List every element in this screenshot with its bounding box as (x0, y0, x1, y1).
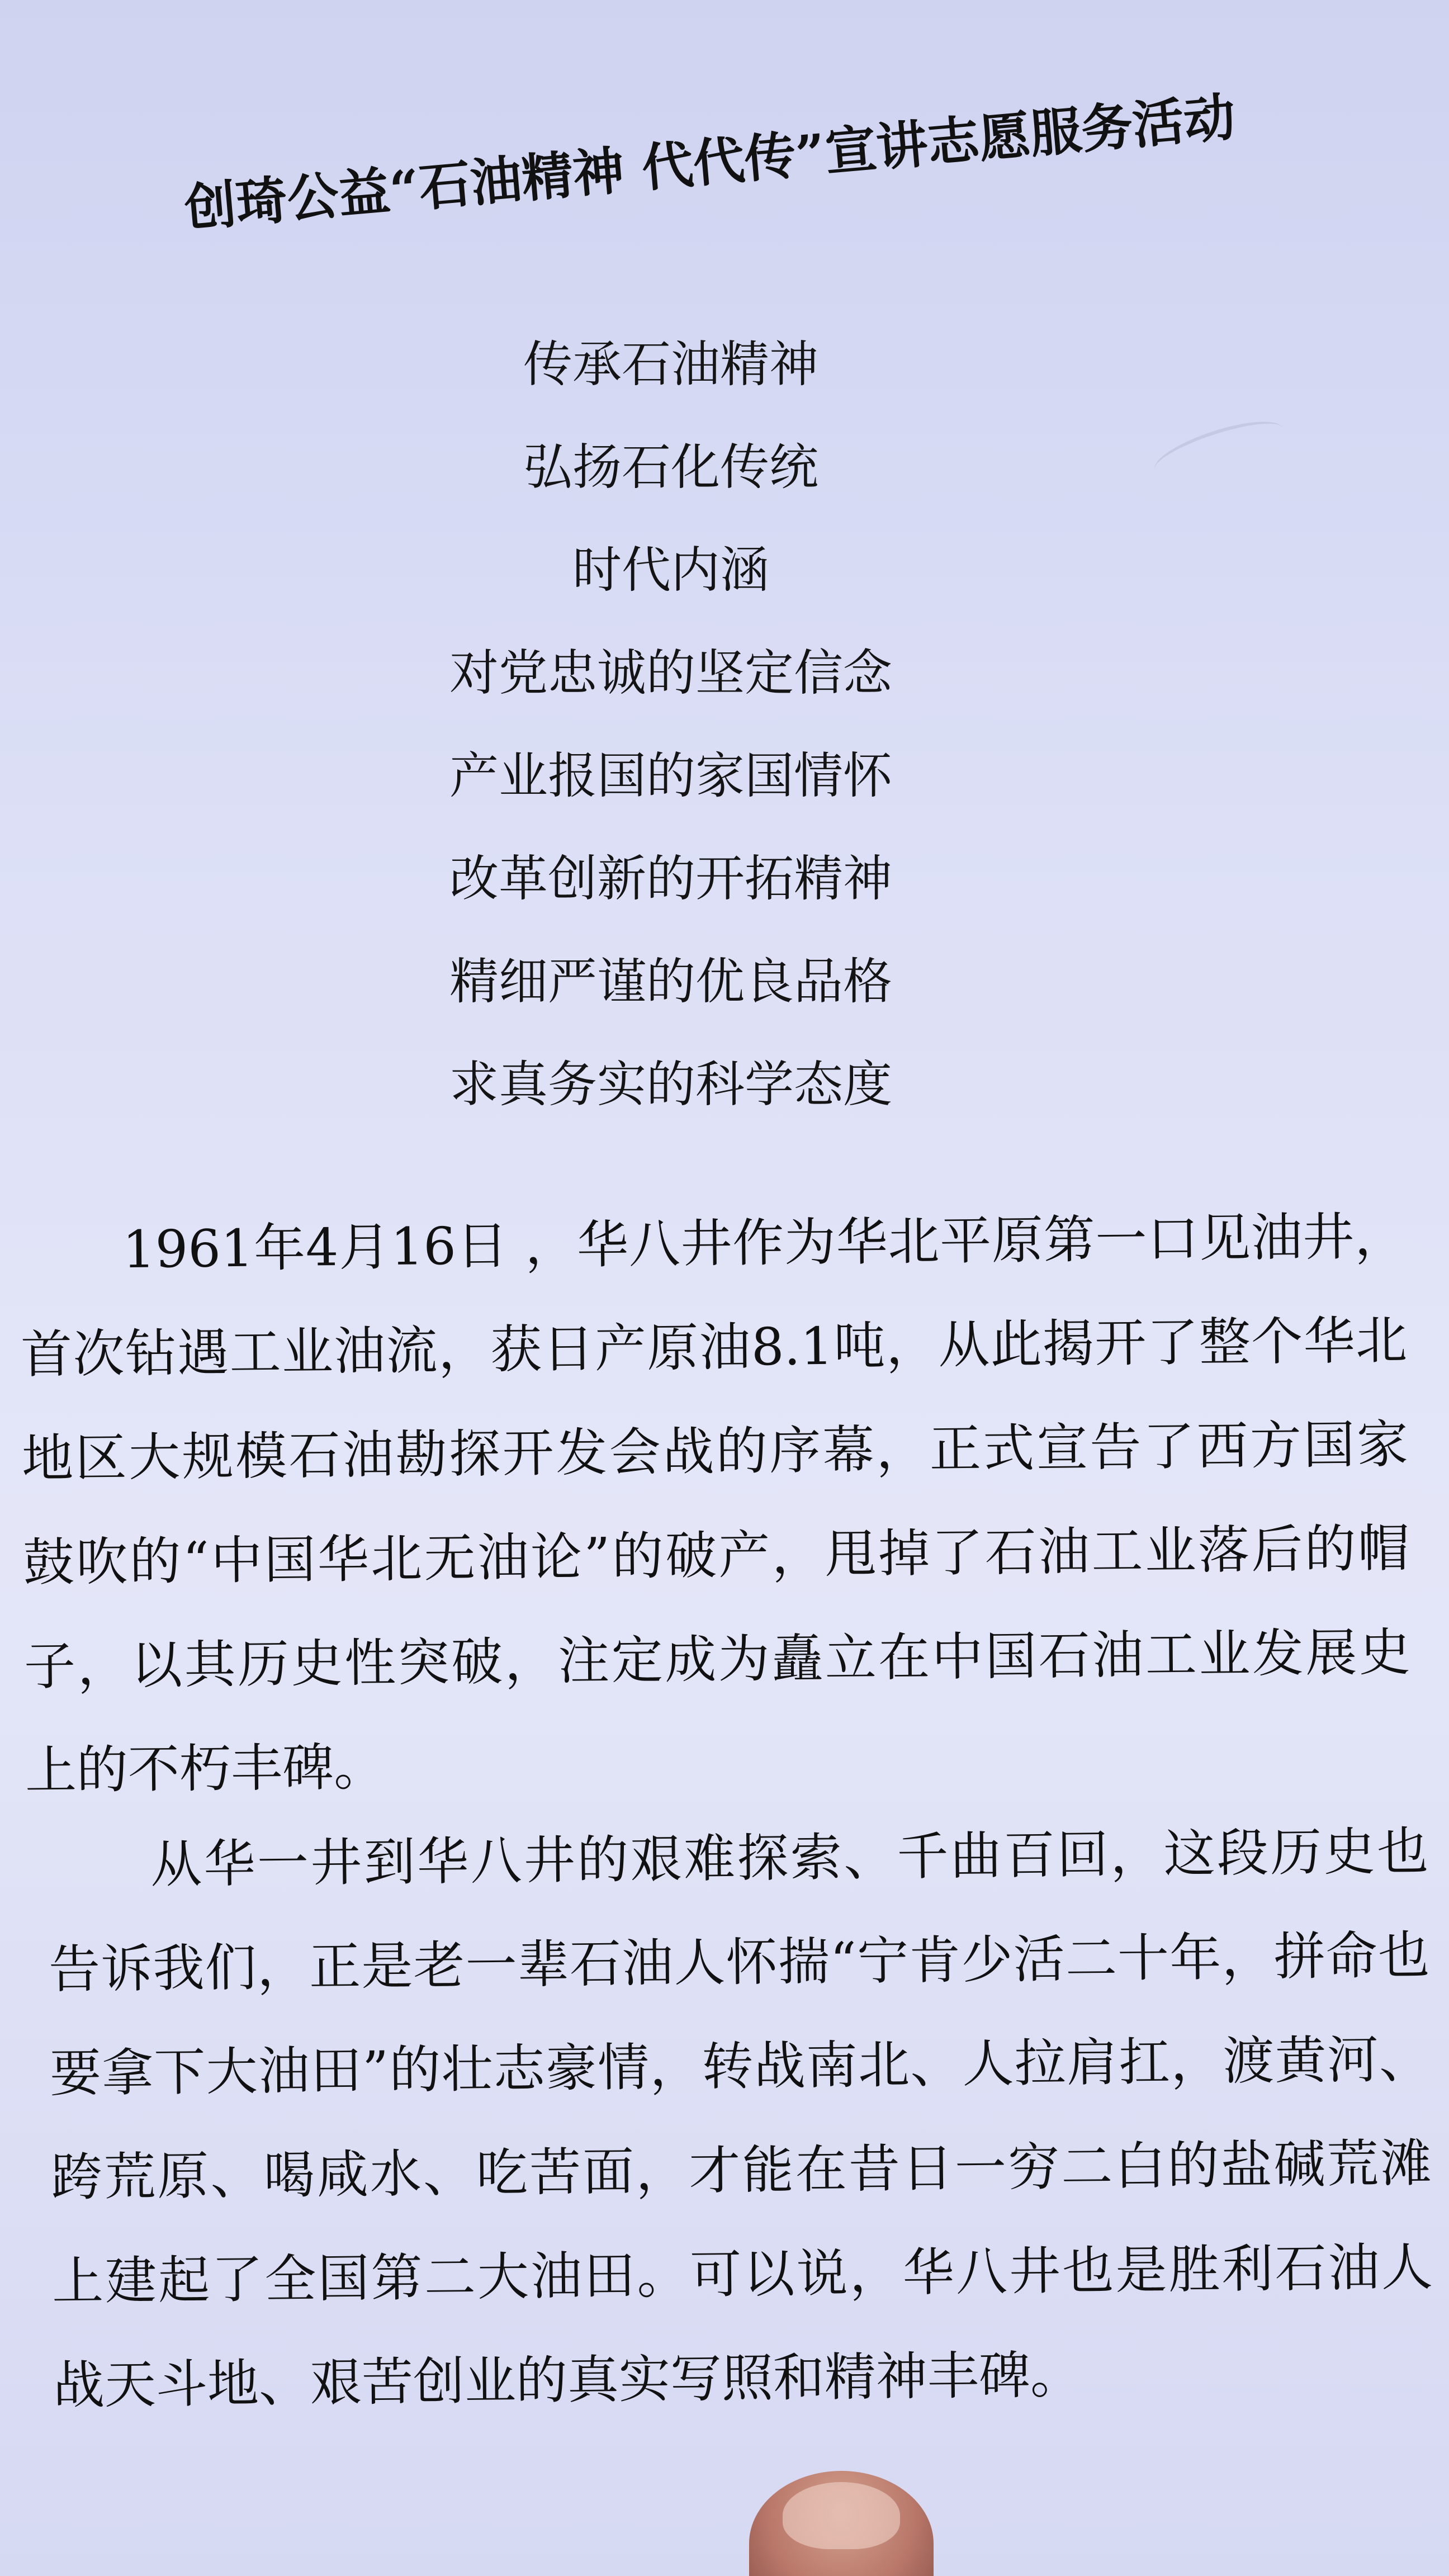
thumbnail-highlight (783, 2482, 900, 2549)
slogan-line: 产业报国的家国情怀 (449, 747, 892, 804)
slogan-list (0, 313, 1342, 1136)
slogan-line: 精细严谨的优良品格 (449, 953, 892, 1010)
slogan-line: 弘扬石化传统 (523, 438, 818, 496)
body-paragraph-1: 1961年4月16日 ，华八井作为华北平原第一口见油井，首次钻遇工业油流，获日产原油8.1吨，从此揭开了整个华北地区大规模石油勘探开发会战的序幕，正式宣告了西方国家鼓吹的“中国华北无油论”的破产，甩掉了石油工业落后的帽子，以其历史性突破，注定成为矗立在中国石油工业发展史上的不朽丰碑。 (20, 1206, 1411, 1801)
slogan-line: 传承石油精神 (523, 335, 818, 393)
slogan-line: 时代内涵 (572, 541, 769, 599)
slogan-line: 改革创新的开拓精神 (449, 850, 892, 907)
slogan-line: 求真务实的科学态度 (449, 1055, 892, 1113)
slogan-line: 对党忠诚的坚定信念 (449, 644, 892, 702)
body-paragraph-2: 从华一井到华八井的艰难探索、千曲百回，这段历史也告诉我们，正是老一辈石油人怀揣“宁肯少活二十年，拼命也要拿下大油田”的壮志豪情，转战南北、人拉肩扛，渡黄河、跨荒原、喝咸水、吃苦面，才能在昔日一穷二白的盐碱荒滩上建起了全国第二大油田。可以说，华八井也是胜利石油人战天斗地、艰苦创业的真实写照和精神丰碑。 (48, 1821, 1433, 2416)
document-title: 创琦公益“石油精神 代代传”宣讲志愿服务活动 (182, 86, 1238, 239)
